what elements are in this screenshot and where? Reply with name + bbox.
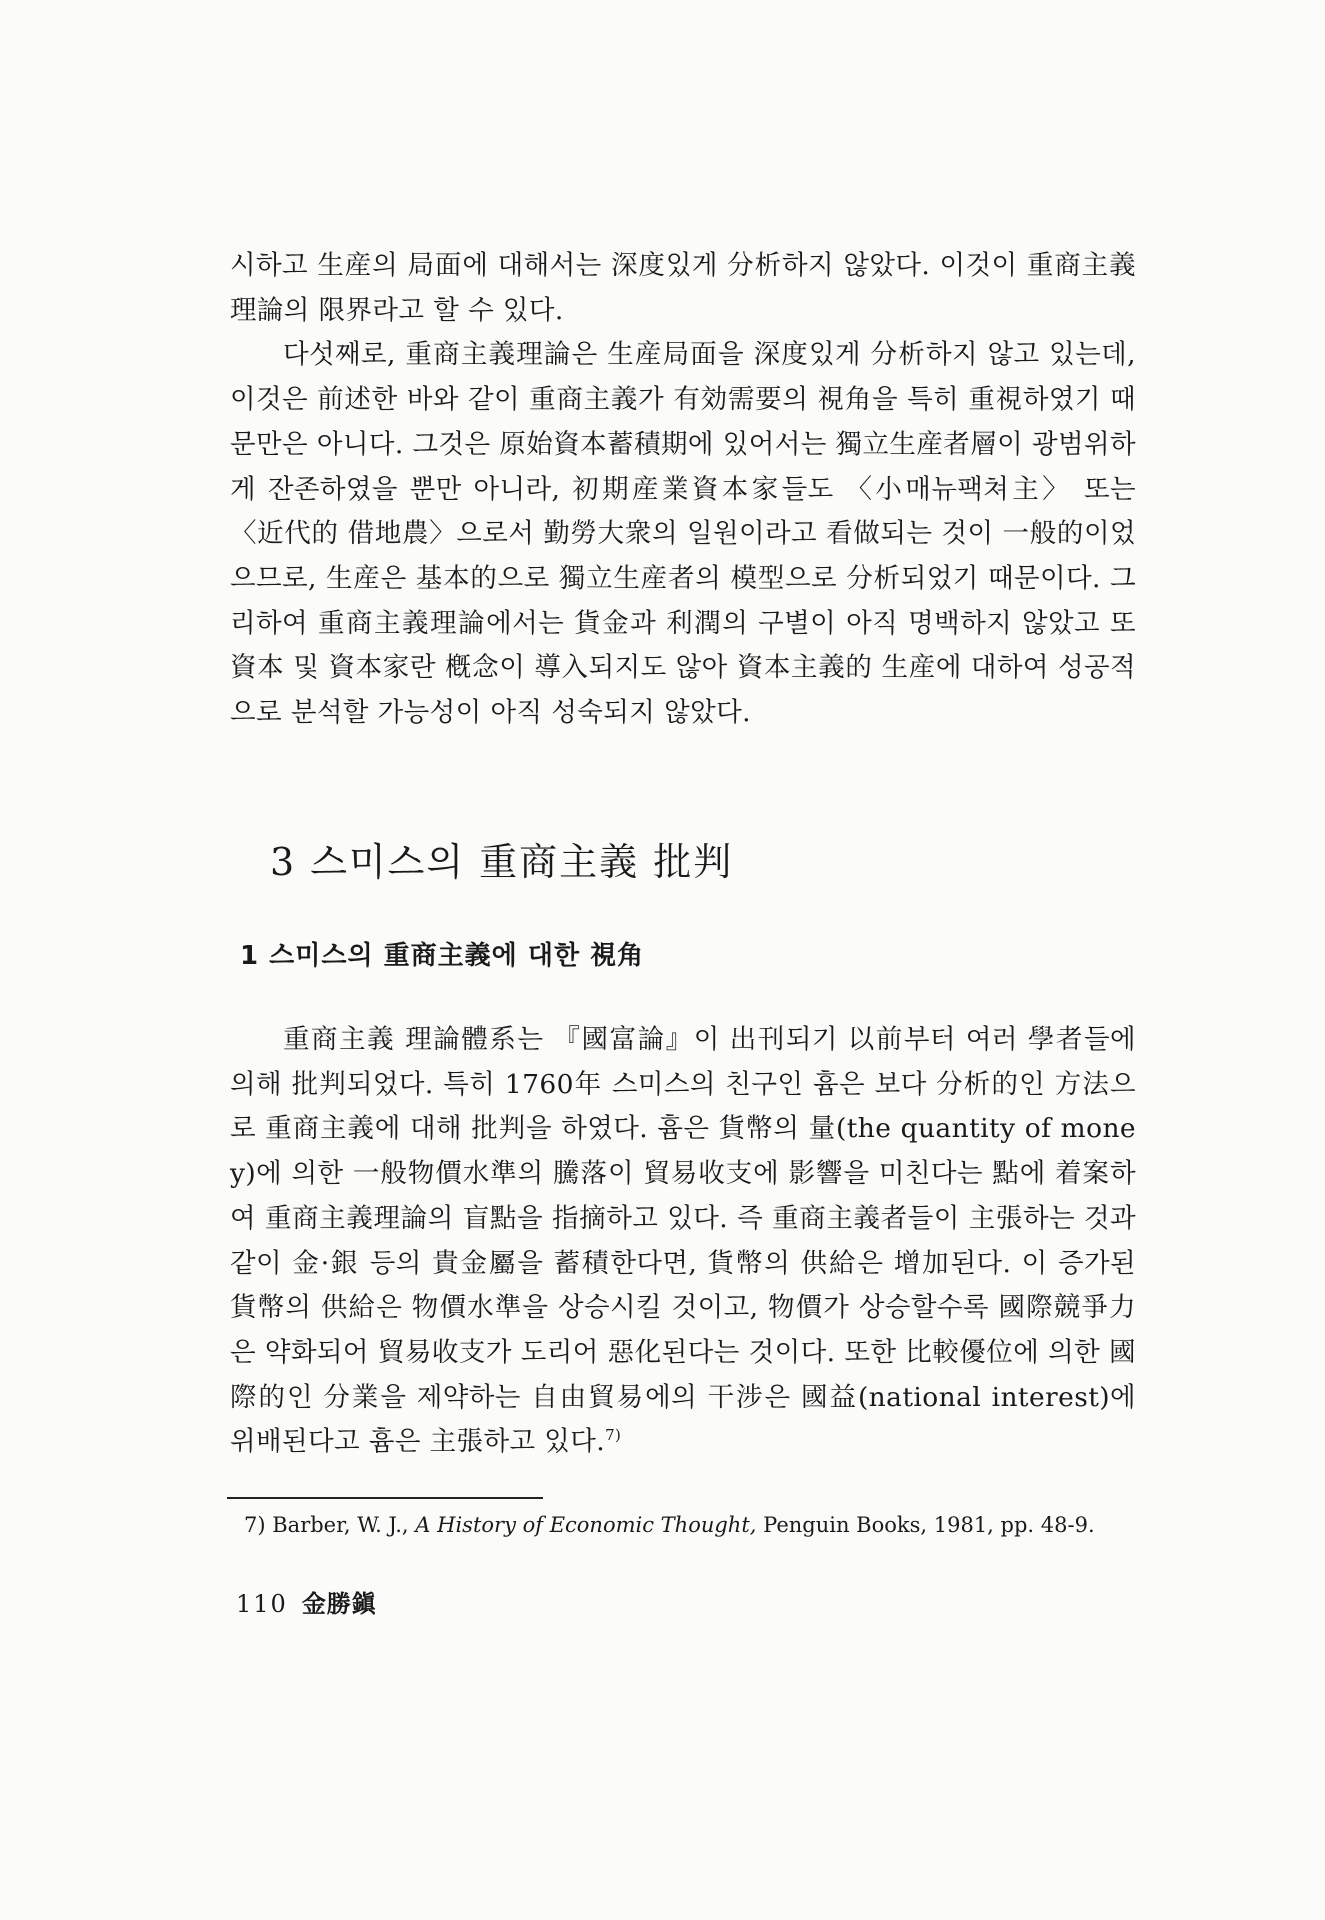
body-paragraph — [230, 1018, 1136, 1465]
footnote-author: Barber, W. J., — [272, 1513, 409, 1537]
footnote — [246, 1508, 1136, 1542]
footnote-title: A History of Economic Thought, — [415, 1513, 757, 1537]
intro-block — [230, 244, 1136, 736]
fifth-point-paragraph: 다섯째로, 重商主義理論은 生産局面을 深度있게 分析하지 않고 있는데, 이것은 前述한 바와 같이 重商主義가 有効需要의 視角을 특히 重視하였기 때문만은 아니다. 그것은 原始資本蓄積期에 있어서는 獨立生産者層이 광범위하게 잔존하였을 뿐만 아니라, 初期産業資本家들도 〈小매뉴팩쳐主〉 또는 〈近代的 借地農〉으로서 勤勞大衆의 일원이라고 看做되는 것이 一般的이었으므로, 生産은 基本的으로 獨立生産者의 模型으로 分析되었기 때문이다. 그리하여 重商主義理論에서는 貨金과 利潤의 구별이 아직 명백하지 않았고 또 資本 및 資本家란 槪念이 導入되지도 않아 資本主義的 生産에 대하여 성공적으로 분석할 가능성이 아직 성숙되지 않았다. — [230, 339, 1136, 729]
intro-paragraph: 시하고 生産의 局面에 대해서는 深度있게 分析하지 않았다. 이것이 重商主義理論의 限界라고 할 수 있다. — [230, 250, 1136, 326]
section-heading: 3 스미스의 重商主義 批判 — [270, 840, 734, 884]
running-author: 金勝鎭 — [301, 1589, 377, 1618]
subsection-heading: 1 스미스의 重商主義에 대한 視角 — [240, 941, 645, 971]
footnote-number: 7) — [244, 1513, 266, 1537]
page-folio — [236, 1584, 377, 1624]
page-number: 110 — [236, 1590, 288, 1618]
footnote-reference: 7) — [605, 1426, 622, 1445]
body-paragraph-text: 重商主義 理論體系는 『國富論』이 出刊되기 以前부터 여러 學者들에 의해 批判되었다. 특히 1760年 스미스의 친구인 흄은 보다 分析的인 方法으로 重商主義에 대해 批判을 하였다. 흄은 貨幣의 量(the quantity of money)에 의한 一般物價水準의 騰落이 貿易收支에 影響을 미친다는 點에 着案하여 重商主義理論의 盲點을 指摘하고 있다. 즉 重商主義者들이 主張하는 것과 같이 金·銀 등의 貴金屬을 蓄積한다면, 貨幣의 供給은 增加된다. 이 증가된 貨幣의 供給은 物價水準을 상승시킬 것이고, 物價가 상승할수록 國際競爭力은 약화되어 貿易收支가 도리어 惡化된다는 것이다. 또한 比較優位에 의한 國際的인 分業을 제약하는 自由貿易에의 干涉은 國益(national interest)에 위배된다고 흄은 主張하고 있다. — [230, 1024, 1137, 1458]
body-block — [230, 1018, 1136, 1465]
footnote-divider — [227, 1497, 543, 1499]
footnote-publisher: Penguin Books, 1981, pp. 48-9. — [763, 1513, 1095, 1537]
